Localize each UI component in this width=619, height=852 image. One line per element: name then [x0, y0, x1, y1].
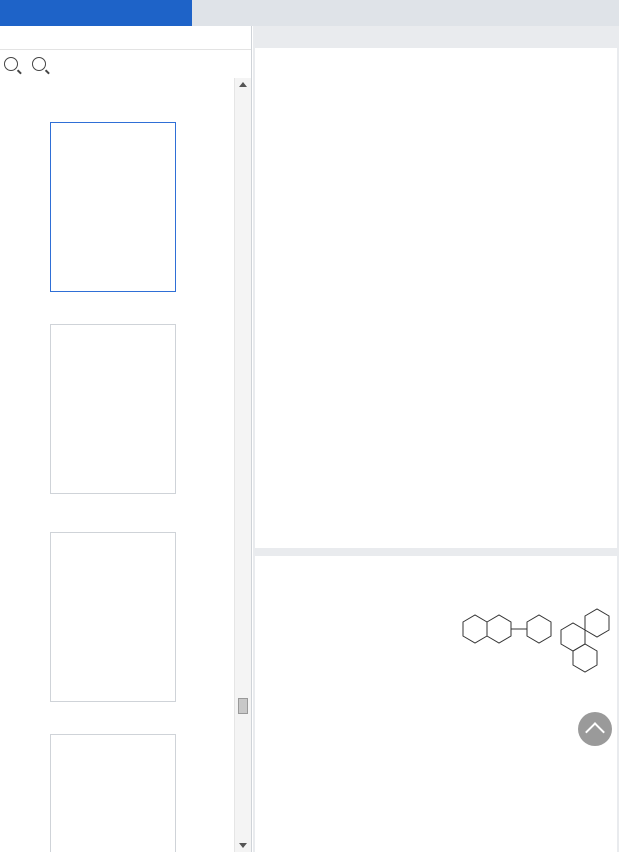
page-thumbnail-303[interactable]: [50, 734, 176, 852]
sidebar-scrollbar[interactable]: [234, 78, 251, 852]
page-thumbnail-300[interactable]: [50, 122, 176, 292]
thumbnail-list: [0, 78, 234, 852]
zoom-out-icon: [32, 57, 46, 71]
zoom-in-icon: [4, 57, 18, 71]
page-thumbnail-301[interactable]: [50, 324, 176, 494]
zoom-in-button[interactable]: [4, 51, 22, 77]
scroll-up-arrow-icon[interactable]: [239, 82, 247, 87]
preview-sidebar: [0, 26, 252, 852]
sidebar-header: [0, 26, 251, 50]
scrollbar-thumb[interactable]: [238, 698, 248, 714]
document-page-300: [255, 48, 617, 548]
document-view[interactable]: [253, 26, 619, 852]
tab-document[interactable]: [0, 0, 192, 26]
page-thumbnail-302[interactable]: [50, 532, 176, 702]
tab-bar: [0, 0, 619, 26]
zoom-out-button[interactable]: [32, 51, 50, 77]
molecule-structure-image: [451, 602, 611, 674]
back-to-top-button[interactable]: [578, 712, 612, 746]
scroll-down-arrow-icon[interactable]: [239, 843, 247, 848]
banner-heading: [405, 346, 495, 372]
zoom-toolbar: [0, 50, 251, 76]
document-page-301: [255, 556, 617, 852]
